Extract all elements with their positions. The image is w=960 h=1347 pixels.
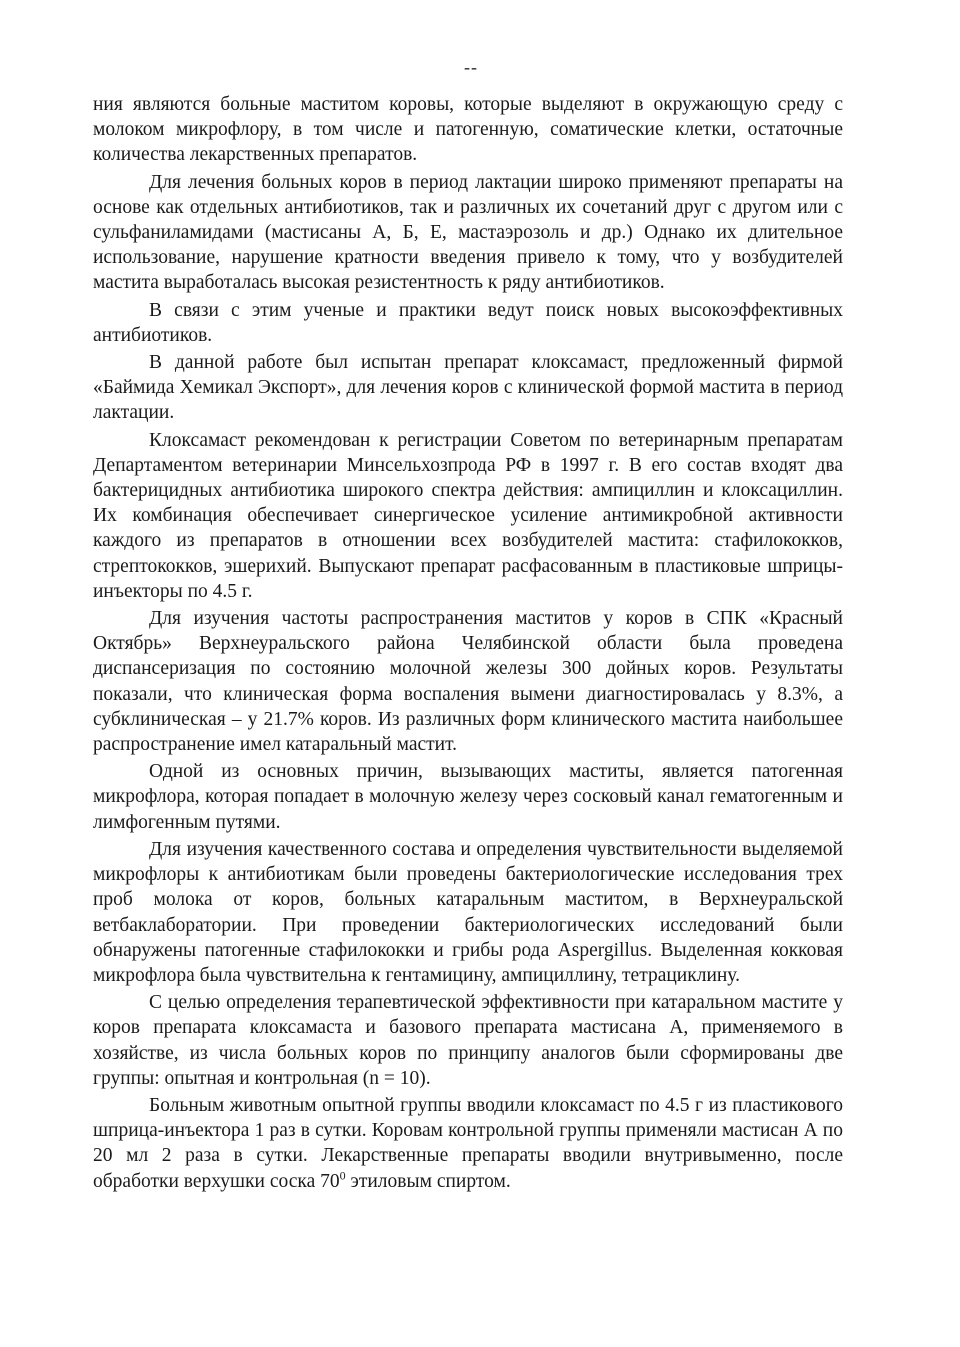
paragraph-pathogenic-microflora: Одной из основных причин, вызывающих маститы, является патогенная микрофлора, которая попадает в молочную железу через сосковый канал гематогенным и лимфогенным путями. bbox=[93, 761, 843, 833]
paragraph-cloxamast-composition: Клоксамаст рекомендован к регистрации Советом по ветеринарным препаратам Департаментом ветеринарии Минсельхозпрода РФ в 1997 г. В его состав входят два бактерицидных антибиотика широкого спектра действия: ампициллин и клоксациллин. Их комбинация обеспечивает синергическое усиление антимикробной активности каждого из препаратов в отношении всех возбудителей мастита: стафилококков, стрептококков, эшерихий. Выпускают препарат расфасованным в пластиковые шприцы-инъекторы по 4.5 г. bbox=[93, 429, 843, 602]
degree-superscript: 0 bbox=[339, 1168, 346, 1183]
paragraph-groups-formed: С целью определения терапевтической эффективности при катаральном мастите у коров препарата клоксамаста и базового препарата мастисана А, применяемого в хозяйстве, из числа больных коров по принципу аналогов были сформированы две группы: опытная и контрольная (n = 10). bbox=[93, 992, 843, 1089]
paragraph-treatment-administration bbox=[93, 1093, 843, 1194]
page-number-mark: -- bbox=[464, 57, 478, 77]
paragraph-text-before-sup: Больным животным опытной группы вводили клоксамаст по 4.5 г из пластикового шприца-инъектора 1 раз в сутки. Коровам контрольной группы применяли мастисан А по 20 мл 2 раза в сутки. Лекарственные препараты вводили внутривыменно, после обработки верхушки соска 70 bbox=[93, 1094, 843, 1192]
paragraph-search-antibiotics: В связи с этим ученые и практики ведут поиск новых высокоэффективных антибиотиков. bbox=[93, 299, 843, 346]
paragraph-cloxamast-tested: В данной работе был испытан препарат клоксамаст, предложенный фирмой «Баймида Хемикал Экспорт», для лечения коров с клинической формой мастита в период лактации. bbox=[93, 352, 843, 424]
paragraph-bacteriological-study: Для изучения качественного состава и определения чувствительности выделяемой микрофлоры к антибиотикам были проведены бактериологические исследования трех проб молока от коров, больных катаральным маститом, в Верхнеуральской ветбаклаборатории. При проведении бактериологических исследований были обнаружены патогенные стафилококки и грибы рода Aspergillus. Выделенная кокковая микрофлора была чувствительна к гентамицину, ампициллину, тетрациклину. bbox=[93, 838, 843, 986]
paragraph-continuation: ния являются больные маститом коровы, которые выделяют в окружающую среду с молоком микрофлору, в том числе и патогенную, соматические клетки, остаточные количества лекарственных препаратов. bbox=[93, 94, 843, 166]
paragraph-text-after-sup: этиловым спиртом. bbox=[345, 1170, 511, 1192]
paragraph-mastitis-frequency: Для изучения частоты распространения маститов у коров в СПК «Красный Октябрь» Верхнеуральского района Челябинской области была проведена диспансеризация по состоянию молочной железы 300 дойных коров. Результаты показали, что клиническая форма воспаления вымени диагностировалась у 8.3%, а субклиническая – у 21.7% коров. Из различных форм клинического мастита наибольшее распространение имел катаральный мастит. bbox=[93, 608, 843, 756]
paragraph-treatment-methods: Для лечения больных коров в период лактации широко применяют препараты на основе как отдельных антибиотиков, так и различных их сочетаний друг с другом или с сульфаниламидами (мастисаны А, Б, Е, мастаэрозоль и др.) Однако их длительное использование, нарушение кратности введения привело к тому, что у возбудителей мастита выработалась высокая резистентность к ряду антибиотиков. bbox=[93, 171, 843, 294]
document-body bbox=[93, 92, 843, 1196]
